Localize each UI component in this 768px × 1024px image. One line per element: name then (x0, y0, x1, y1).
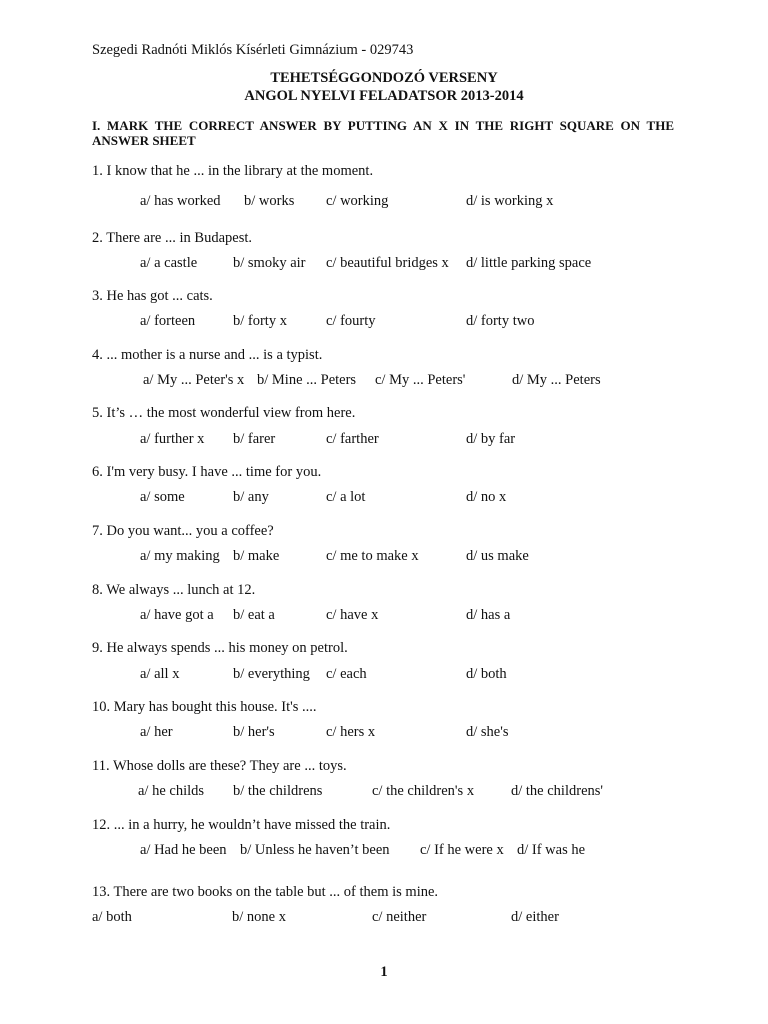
option-6b: b/ any (233, 489, 269, 505)
option-1a: a/ has worked (140, 193, 221, 209)
option-4a: a/ My ... Peter's x (143, 372, 245, 388)
option-12d: d/ If was he (517, 842, 586, 858)
question-13: 13. There are two books on the table but ... of them is mine. (92, 884, 439, 900)
option-9d: d/ both (466, 666, 507, 682)
option-2b: b/ smoky air (233, 255, 306, 271)
option-5a: a/ further x (140, 431, 205, 447)
option-3b: b/ forty x (233, 313, 287, 329)
option-10d: d/ she's (466, 724, 509, 740)
option-6a: a/ some (140, 489, 185, 505)
question-2: 2. There are ... in Budapest. (92, 230, 252, 246)
question-1: 1. I know that he ... in the library at the moment. (92, 163, 374, 179)
question-12: 12. ... in a hurry, he wouldn’t have missed the train. (92, 817, 391, 833)
question-11: 11. Whose dolls are these? They are ... toys. (92, 758, 347, 774)
question-7: 7. Do you want... you a coffee? (92, 523, 274, 539)
option-7a: a/ my making (140, 548, 220, 564)
option-9a: a/ all x (140, 666, 180, 682)
option-5c: c/ farther (326, 431, 379, 447)
page-number: 1 (380, 964, 388, 980)
option-4d: d/ My ... Peters (512, 372, 601, 388)
question-3: 3. He has got ... cats. (92, 288, 213, 304)
option-1b: b/ works (244, 193, 295, 209)
question-9: 9. He always spends ... his money on petrol. (92, 640, 348, 656)
option-3a: a/ forteen (140, 313, 196, 329)
option-8d: d/ has a (466, 607, 511, 623)
option-13d: d/ either (511, 909, 559, 925)
option-8b: b/ eat a (233, 607, 275, 623)
option-4c: c/ My ... Peters' (375, 372, 466, 388)
instruction-text: I. MARK THE CORRECT ANSWER BY PUTTING AN X IN THE RIGHT SQUARE ON THE ANSWER SHEET (92, 118, 674, 148)
option-11c: c/ the children's x (372, 783, 475, 799)
option-2a: a/ a castle (140, 255, 198, 271)
option-5b: b/ farer (233, 431, 276, 447)
option-12c: c/ If he were x (420, 842, 504, 858)
question-10: 10. Mary has bought this house. It's .... (92, 699, 317, 715)
option-4b: b/ Mine ... Peters (257, 372, 357, 388)
title-line-1: TEHETSÉGGONDOZÓ VERSENY (270, 70, 498, 86)
option-3c: c/ fourty (326, 313, 376, 329)
option-7d: d/ us make (466, 548, 529, 564)
option-8c: c/ have x (326, 607, 379, 623)
option-2d: d/ little parking space (466, 255, 592, 271)
option-6d: d/ no x (466, 489, 507, 505)
option-10b: b/ her's (233, 724, 275, 740)
option-13b: b/ none x (232, 909, 286, 925)
question-8: 8. We always ... lunch at 12. (92, 582, 256, 598)
option-10c: c/ hers x (326, 724, 376, 740)
option-11a: a/ he childs (138, 783, 205, 799)
option-5d: d/ by far (466, 431, 516, 447)
option-8a: a/ have got a (140, 607, 214, 623)
option-11b: b/ the childrens (233, 783, 323, 799)
question-4: 4. ... mother is a nurse and ... is a typist. (92, 347, 323, 363)
option-3d: d/ forty two (466, 313, 535, 329)
option-13a: a/ both (92, 909, 132, 925)
option-6c: c/ a lot (326, 489, 366, 505)
option-12a: a/ Had he been (140, 842, 227, 858)
option-12b: b/ Unless he haven’t been (240, 842, 390, 858)
option-7b: b/ make (233, 548, 280, 564)
question-5: 5. It’s … the most wonderful view from here. (92, 405, 356, 421)
option-11d: d/ the childrens' (511, 783, 604, 799)
option-2c: c/ beautiful bridges x (326, 255, 449, 271)
option-9c: c/ each (326, 666, 367, 682)
option-10a: a/ her (140, 724, 173, 740)
school-header: Szegedi Radnóti Miklós Kísérleti Gimnázium - 029743 (92, 42, 414, 58)
option-9b: b/ everything (233, 666, 310, 682)
option-1d: d/ is working x (466, 193, 554, 209)
title-line-2: ANGOL NYELVI FELADATSOR 2013-2014 (244, 88, 524, 104)
option-13c: c/ neither (372, 909, 427, 925)
option-1c: c/ working (326, 193, 389, 209)
option-7c: c/ me to make x (326, 548, 419, 564)
question-6: 6. I'm very busy. I have ... time for you. (92, 464, 322, 480)
